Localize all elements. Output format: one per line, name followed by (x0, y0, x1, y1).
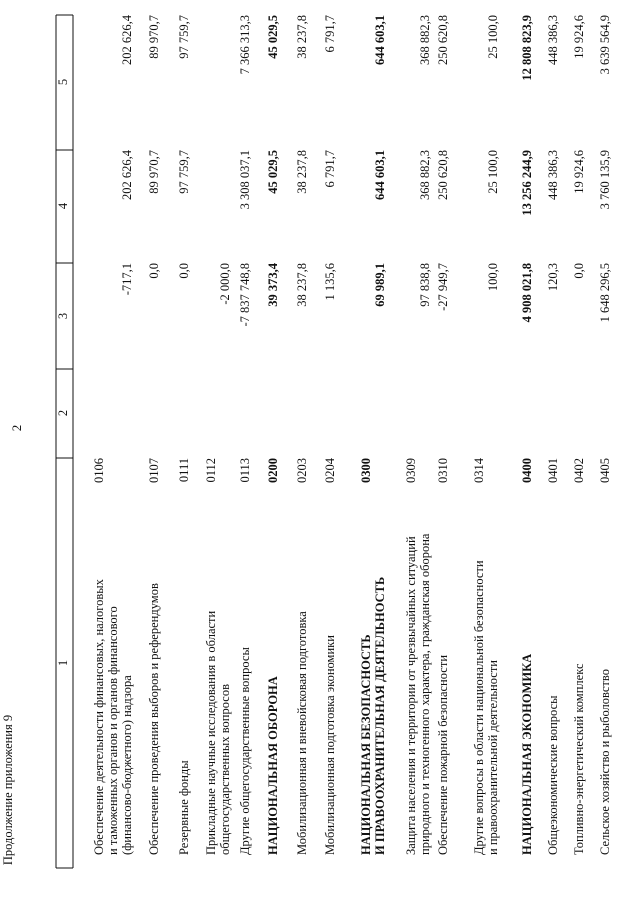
row-code: 0113 (237, 458, 252, 483)
row-label-line: Другие общегосударственные вопросы (237, 647, 252, 855)
row-value-c4: 368 882,3 (417, 150, 432, 200)
row-value-c5: 19 924,6 (571, 15, 586, 59)
row-value-c3: 0,0 (571, 263, 586, 279)
row-label-line: Общеэкономические вопросы (545, 695, 560, 855)
row-value-c4: 19 924,6 (571, 150, 586, 194)
row-code: 0106 (91, 458, 106, 483)
row-code: 0309 (403, 458, 418, 483)
row-value-c3: -717,1 (119, 263, 134, 296)
row-value-c4: 3 308 037,1 (237, 150, 252, 210)
row-code: 0111 (176, 458, 191, 483)
column-number-header: 2 (55, 409, 70, 417)
row-value-c5: 250 620,8 (435, 15, 450, 65)
column-number-header: 1 (55, 659, 70, 667)
column-number-header: 5 (55, 78, 70, 86)
row-label-line: и таможенных органов и органов финансового (105, 606, 120, 855)
row-value-c3: 1 648 296,5 (597, 263, 612, 323)
row-code: 0204 (322, 458, 337, 483)
row-label-line: и правоохранительной деятельности (485, 660, 500, 855)
row-value-c5: 38 237,8 (294, 15, 309, 59)
row-label-line: НАЦИОНАЛЬНАЯ ОБОРОНА (265, 676, 280, 855)
row-value-c4: 6 791,7 (322, 150, 337, 188)
row-label-line: общегосударственных вопросов (217, 684, 232, 855)
row-value-c4: 3 760 135,9 (597, 150, 612, 210)
row-value-c4: 250 620,8 (435, 150, 450, 200)
row-value-c4: 202 626,4 (119, 150, 134, 200)
row-value-c4: 13 256 244,9 (519, 150, 534, 216)
row-label-line: Сельское хозяйство и рыболовство (597, 669, 612, 855)
row-value-c5: 89 970,7 (146, 15, 161, 59)
row-value-c5: 25 100,0 (485, 15, 500, 59)
row-value-c4: 45 029,5 (265, 150, 280, 194)
row-label-line: Мобилизационная подготовка экономики (322, 635, 337, 855)
row-label-line: НАЦИОНАЛЬНАЯ ЭКОНОМИКА (519, 653, 534, 855)
row-value-c5: 97 759,7 (176, 15, 191, 59)
row-code: 0405 (597, 458, 612, 483)
row-code: 0112 (203, 458, 218, 483)
row-label-line: Мобилизационная и вневойсковая подготовка (294, 611, 309, 855)
row-code: 0400 (519, 458, 534, 483)
row-value-c3: 100,0 (485, 263, 500, 292)
row-value-c3: 1 135,6 (322, 263, 337, 301)
row-label-line: Обеспечение проведения выборов и референдумов (146, 583, 161, 855)
row-label-line: НАЦИОНАЛЬНАЯ БЕЗОПАСНОСТЬ (358, 634, 373, 855)
row-code: 0203 (294, 458, 309, 483)
row-label-line: Защита населения и территории от чрезвычайных ситуаций (403, 536, 418, 855)
row-value-c5: 202 626,4 (119, 15, 134, 65)
row-value-c3: 39 373,4 (265, 263, 280, 307)
row-value-c5: 12 808 823,9 (519, 15, 534, 81)
row-code: 0107 (146, 458, 161, 483)
row-code: 0314 (471, 458, 486, 483)
continuation-caption: Продолжение приложения 9 (0, 714, 15, 866)
row-code: 0401 (545, 458, 560, 483)
column-number-header: 4 (55, 202, 70, 210)
row-value-c4: 25 100,0 (485, 150, 500, 194)
row-label-line: Обеспечение деятельности финансовых, налоговых (91, 579, 106, 855)
row-value-c5: 45 029,5 (265, 15, 280, 59)
row-label-line: Другие вопросы в области национальной безопасности (471, 560, 486, 855)
row-label-line: Резервные фонды (176, 760, 191, 855)
row-label-line: Прикладные научные исследования в области (203, 610, 218, 855)
row-value-c3: 69 989,1 (372, 263, 387, 307)
row-value-c4: 89 970,7 (146, 150, 161, 194)
row-label-line: Обеспечение пожарной безопасности (435, 654, 450, 855)
row-value-c3: 38 237,8 (294, 263, 309, 307)
row-value-c3: 120,3 (545, 263, 560, 292)
row-label-line: природного и техногенного характера, гражданская оборона (417, 533, 432, 855)
row-label-line: Топливно-энергетический комплекс (571, 663, 586, 855)
row-label-line: (финансово-бюджетного) надзора (119, 675, 134, 855)
row-code: 0200 (265, 458, 280, 483)
row-value-c3: 4 908 021,8 (519, 263, 534, 323)
column-number-header: 3 (55, 312, 70, 320)
row-value-c5: 7 366 313,3 (237, 15, 252, 75)
row-value-c3: -27 949,7 (435, 263, 450, 311)
row-value-c4: 448 386,3 (545, 150, 560, 200)
row-value-c3: 97 838,8 (417, 263, 432, 307)
row-code: 0402 (571, 458, 586, 483)
row-value-c5: 644 603,1 (372, 15, 387, 65)
row-value-c5: 6 791,7 (322, 15, 337, 53)
row-value-c3: -7 837 748,8 (237, 263, 252, 327)
row-code: 0300 (358, 458, 373, 483)
row-value-c3: -2 000,0 (217, 263, 232, 305)
row-value-c4: 38 237,8 (294, 150, 309, 194)
row-value-c3: 0,0 (176, 263, 191, 279)
row-value-c4: 644 603,1 (372, 150, 387, 200)
row-value-c5: 448 386,3 (545, 15, 560, 65)
row-value-c3: 0,0 (146, 263, 161, 279)
row-value-c4: 97 759,7 (176, 150, 191, 194)
page-number: 2 (8, 424, 24, 432)
row-code: 0310 (435, 458, 450, 483)
row-value-c5: 3 639 564,9 (597, 15, 612, 75)
row-label-line: И ПРАВООХРАНИТЕЛЬНАЯ ДЕЯТЕЛЬНОСТЬ (372, 576, 387, 855)
row-value-c5: 368 882,3 (417, 15, 432, 65)
